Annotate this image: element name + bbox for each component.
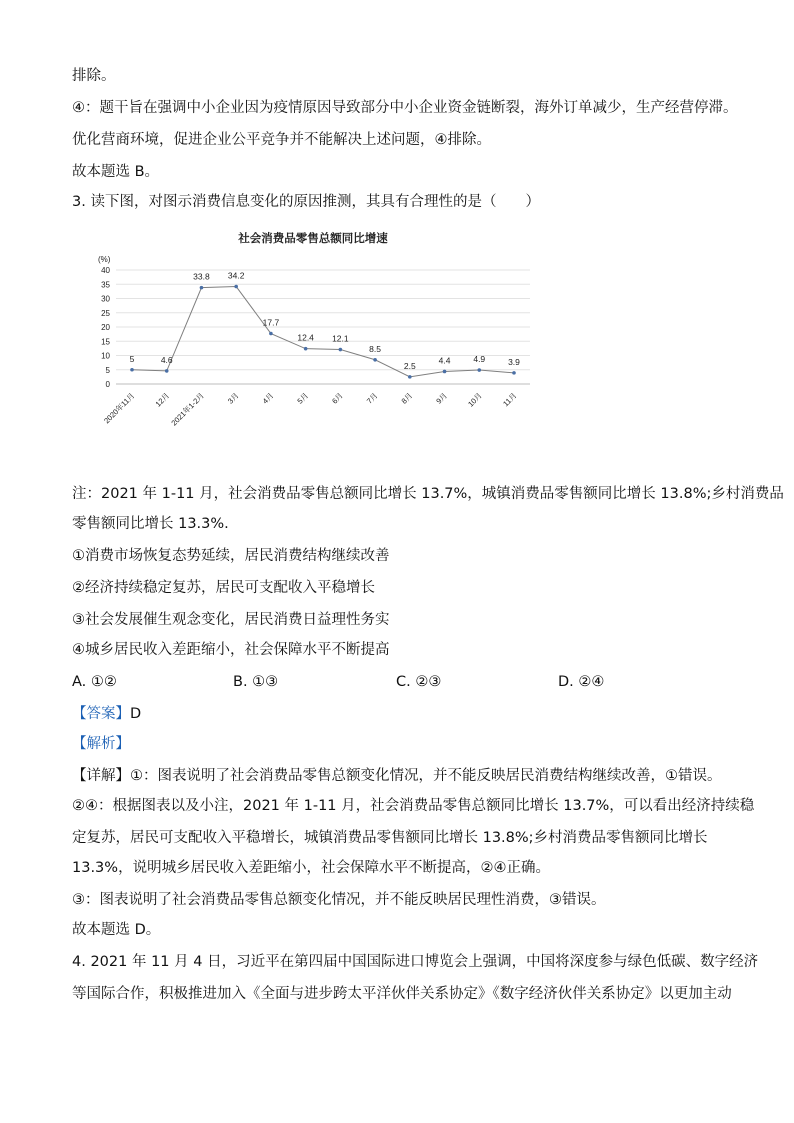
data-point	[373, 358, 377, 362]
detail-line	[72, 766, 722, 786]
x-tick-label: 12月	[153, 391, 172, 409]
text-line: 排除。	[72, 68, 116, 84]
question-4: 4. 2021 年 11 月 4 日，习近平在第四届中国国际进口博览会上强调，中国将深度参与绿色低碳、数字经济	[72, 954, 759, 970]
x-tick-label: 9月	[434, 391, 449, 406]
x-tick-label: 11月	[501, 391, 519, 409]
data-point	[477, 368, 481, 372]
data-label: 12.1	[332, 333, 349, 344]
statement-4: ④城乡居民收入差距缩小，社会保障水平不断提高	[72, 642, 390, 658]
data-label: 34.2	[227, 270, 245, 281]
data-label: 3.9	[508, 356, 520, 367]
detail-line: 定复苏，居民可支配收入平稳增长，城镇消费品零售额同比增长 13.8%;乡村消费品零售额同比增长	[72, 830, 708, 846]
x-tick-labels	[101, 390, 518, 427]
data-label: 2.5	[403, 360, 416, 371]
note-line: 注：2021 年 1-11 月，社会消费品零售总额同比增长 13.7%，城镇消费品零售额同比增长 13.8%;乡村消费品	[72, 486, 784, 502]
x-tick-label: 7月	[364, 391, 380, 406]
detail-tag: 【详解】	[72, 768, 130, 784]
x-tick-label: 6月	[330, 391, 345, 406]
question-3: 3. 读下图，对图示消费信息变化的原因推测，其具有合理性的是（ ）	[72, 194, 540, 210]
data-label: 5	[129, 353, 135, 364]
detail-text: ①：图表说明了社会消费品零售总额变化情况，并不能反映居民消费结构继续改善，①错误。	[130, 768, 722, 784]
analysis-tag: 【解析】	[72, 736, 130, 752]
series-line	[129, 287, 514, 377]
data-point	[234, 285, 238, 289]
y-tick-label: 15	[101, 337, 110, 347]
x-tick-label: 3月	[225, 391, 241, 406]
y-tick-label: 0	[105, 380, 110, 389]
y-tick-label: 10	[101, 351, 110, 361]
data-point	[304, 347, 308, 351]
text-line: 故本题选 B。	[72, 164, 160, 180]
y-tick-label: 40	[101, 266, 110, 275]
data-point	[269, 332, 273, 336]
detail-line: 13.3%，说明城乡居民收入差距缩小，社会保障水平不断提高，②④正确。	[72, 860, 551, 876]
conclusion-line: 故本题选 D。	[72, 922, 161, 938]
y-ticks	[101, 266, 110, 389]
data-point	[130, 368, 134, 372]
x-tick-label: 10月	[466, 391, 484, 409]
option-a: A. ①②	[72, 674, 117, 690]
data-point	[408, 375, 412, 379]
text-line: 优化营商环境，促进企业公平竞争并不能解决上述问题，④排除。	[72, 132, 491, 148]
y-tick-label: 20	[101, 323, 110, 332]
x-tick-label: 4月	[260, 391, 276, 406]
data-label: 33.8	[193, 271, 210, 282]
option-b: B. ①③	[233, 674, 279, 690]
x-tick-label: 2020年11月	[102, 391, 137, 426]
chart-title: 社会消费品零售总额同比增速	[238, 233, 388, 245]
series-line-path	[129, 287, 514, 377]
answer-line	[72, 704, 141, 724]
y-tick-label: 5	[105, 365, 110, 375]
note-line: 零售额同比增长 13.3%.	[72, 516, 229, 532]
data-point	[512, 371, 516, 375]
data-point	[339, 348, 343, 352]
option-d: D. ②④	[558, 674, 605, 690]
growth-line-chart	[88, 226, 538, 446]
detail-line: ②④：根据图表以及小注，2021 年 1-11 月，社会消费品零售总额同比增长 13.7%，可以看出经济持续稳	[72, 798, 755, 814]
answer-tag: 【答案】	[72, 706, 130, 722]
y-tick-label: 30	[101, 294, 110, 304]
x-tick-label: 2021年1-2月	[169, 391, 206, 428]
statement-2: ②经济持续稳定复苏，居民可支配收入平稳增长	[72, 580, 375, 596]
data-label: 8.5	[369, 343, 382, 354]
statement-3: ③社会发展催生观念变化，居民消费日益理性务实	[72, 612, 390, 628]
y-axis-unit: (%)	[98, 255, 111, 264]
detail-line: ③：图表说明了社会消费品零售总额变化情况，并不能反映居民理性消费，③错误。	[72, 892, 606, 908]
question-4-cont: 等国际合作，积极推进加入《全面与进步跨太平洋伙伴关系协定》《数字经济伙伴关系协定》以更加主动	[72, 986, 732, 1002]
x-tick-label: 5月	[295, 391, 311, 406]
data-point	[443, 370, 447, 374]
answer-value: D	[130, 706, 142, 722]
data-label: 4.4	[438, 355, 451, 366]
data-point	[165, 369, 169, 373]
statement-1: ①消费市场恢复态势延续，居民消费结构继续改善	[72, 548, 390, 564]
y-tick-label: 25	[101, 308, 110, 318]
data-point	[200, 286, 204, 290]
analysis-line	[72, 734, 130, 754]
y-tick-label: 35	[101, 280, 110, 290]
text-line: ④：题干旨在强调中小企业因为疫情原因导致部分中小企业资金链断裂，海外订单减少，生产经营停滞。	[72, 100, 738, 116]
data-label: 17.7	[262, 317, 280, 328]
data-label: 12.4	[297, 332, 314, 343]
x-tick-label: 8月	[399, 391, 415, 406]
grid	[116, 270, 530, 384]
data-label: 4.9	[473, 354, 486, 365]
option-c: C. ②③	[396, 674, 442, 690]
data-label: 4.6	[160, 354, 173, 365]
